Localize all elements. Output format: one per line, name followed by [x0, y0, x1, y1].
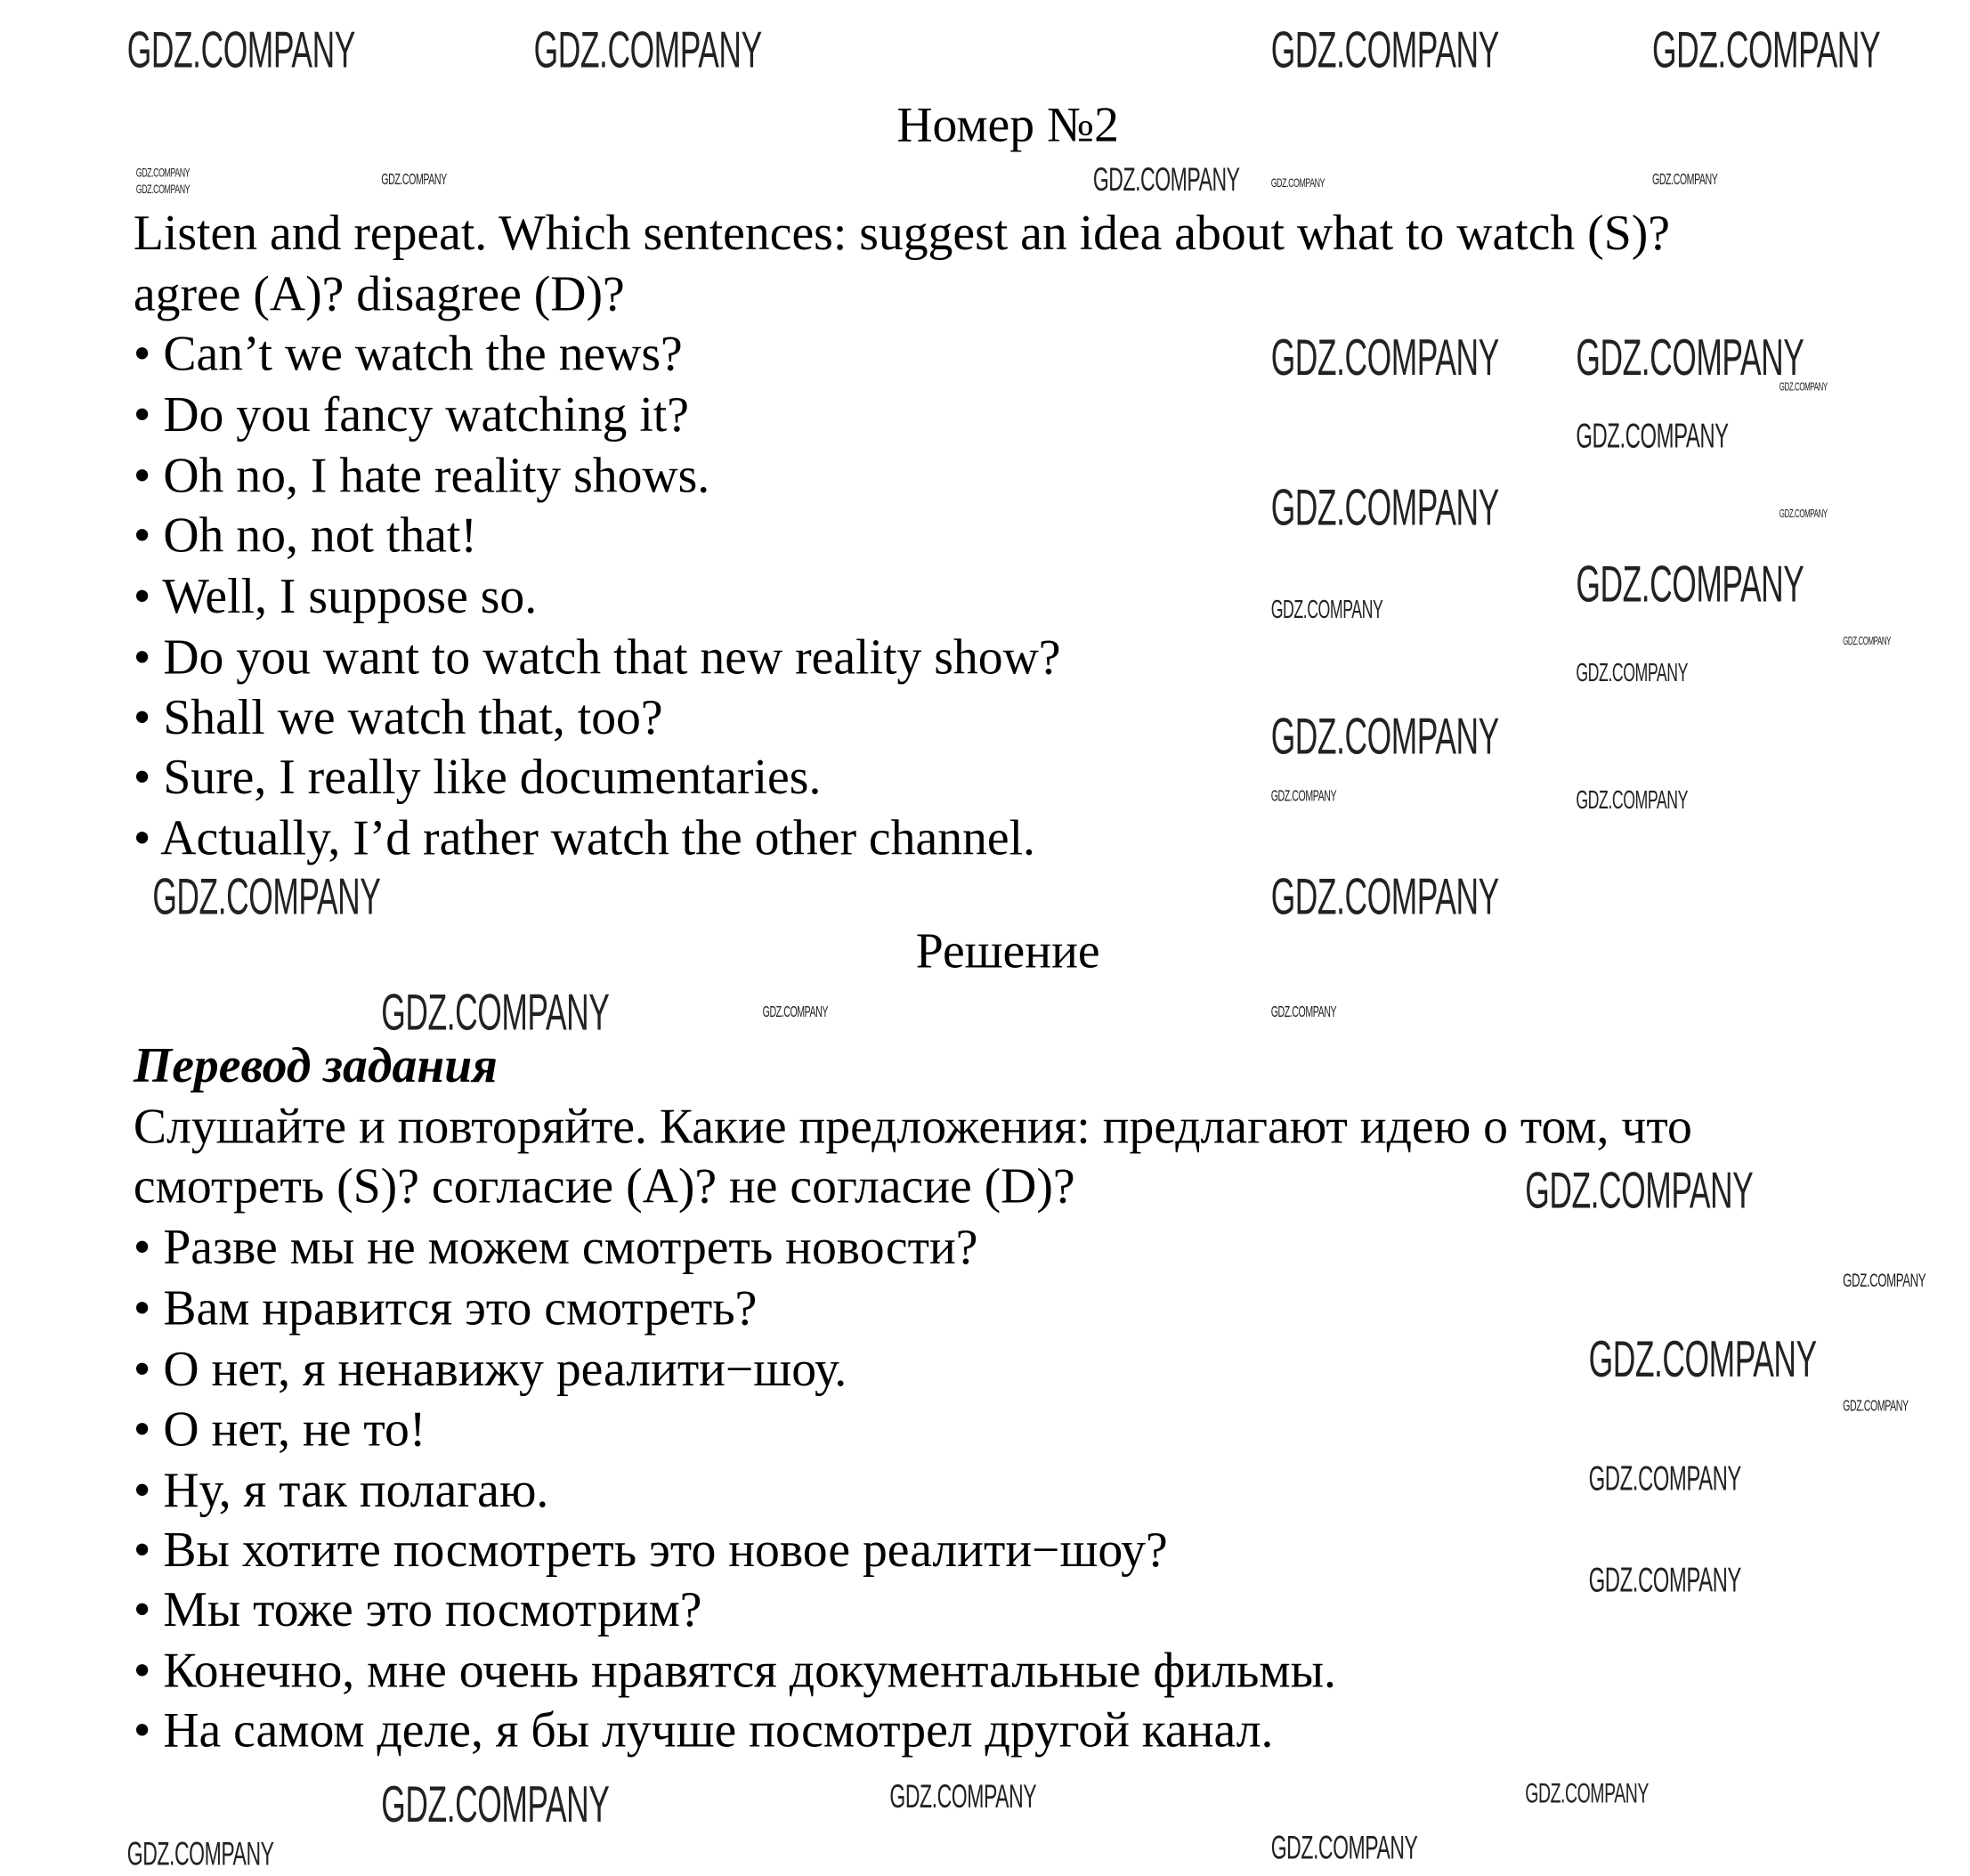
watermark: GDZ.COMPANY — [381, 985, 610, 1042]
watermark: GDZ.COMPANY — [1652, 170, 1718, 189]
watermark: GDZ.COMPANY — [1843, 634, 1892, 647]
watermark: GDZ.COMPANY — [1270, 709, 1499, 766]
watermark: GDZ.COMPANY — [1576, 330, 1804, 387]
watermark: GDZ.COMPANY — [1270, 786, 1337, 805]
watermark: GDZ.COMPANY — [1843, 1270, 1926, 1292]
task-text-line-1: Listen and repeat. Which sentences: suggest an idea about what to watch (S)? — [133, 206, 1670, 261]
watermark: GDZ.COMPANY — [1576, 786, 1688, 816]
watermark: GDZ.COMPANY — [1270, 480, 1499, 537]
watermark: GDZ.COMPANY — [126, 1834, 274, 1873]
watermark: GDZ.COMPANY — [381, 170, 447, 189]
page-title: Номер №2 — [896, 97, 1120, 153]
watermark: GDZ.COMPANY — [1270, 22, 1499, 79]
translation-text-line-2: смотреть (S)? согласие (A)? не согласие (D)? — [133, 1159, 1075, 1214]
translation-list-item: • О нет, я ненавижу реалити−шоу. — [133, 1342, 847, 1398]
translation-list-item: • Вам нравится это смотреть? — [133, 1281, 758, 1336]
translation-list-item: • Вы хотите посмотреть это новое реалити−шоу? — [133, 1523, 1168, 1578]
solution-heading: Решение — [915, 923, 1100, 979]
watermark: GDZ.COMPANY — [1652, 22, 1881, 79]
watermark: GDZ.COMPANY — [135, 183, 191, 198]
watermark: GDZ.COMPANY — [126, 22, 355, 79]
watermark: GDZ.COMPANY — [1525, 1163, 1754, 1220]
task-list-item: • Do you want to watch that new reality show? — [133, 630, 1061, 686]
watermark: GDZ.COMPANY — [1270, 596, 1383, 625]
watermark: GDZ.COMPANY — [381, 1776, 610, 1833]
translation-list-item: • Разве мы не можем смотреть новости? — [133, 1220, 978, 1275]
task-list-item: • Sure, I really like documentaries. — [133, 750, 822, 805]
watermark: GDZ.COMPANY — [1843, 1397, 1909, 1416]
task-list-item: • Shall we watch that, too? — [133, 690, 663, 745]
watermark: GDZ.COMPANY — [1270, 1828, 1418, 1866]
watermark: GDZ.COMPANY — [1270, 869, 1499, 926]
translation-list-item: • На самом деле, я бы лучше посмотрел другой канал. — [133, 1703, 1274, 1758]
watermark: GDZ.COMPANY — [1270, 330, 1499, 387]
translation-list-item: • Конечно, мне очень нравятся документальные фильмы. — [133, 1644, 1336, 1699]
watermark: GDZ.COMPANY — [1576, 659, 1688, 688]
task-list-item: • Well, I suppose so. — [133, 569, 538, 625]
watermark: GDZ.COMPANY — [1576, 417, 1729, 456]
watermark: GDZ.COMPANY — [1576, 556, 1804, 613]
translation-text-line-1: Слушайте и повторяйте. Какие предложения: предлагают идею о том, что — [133, 1099, 1692, 1155]
watermark: GDZ.COMPANY — [533, 22, 762, 79]
watermark: GDZ.COMPANY — [1779, 507, 1828, 520]
watermark: GDZ.COMPANY — [762, 1003, 829, 1021]
translation-list-item: • О нет, не то! — [133, 1401, 426, 1458]
translation-list-item: • Ну, я так полагаю. — [133, 1463, 549, 1518]
watermark: GDZ.COMPANY — [889, 1776, 1037, 1815]
task-text-line-2: agree (A)? disagree (D)? — [133, 266, 625, 322]
task-list-item: • Oh no, not that! — [133, 508, 477, 564]
watermark: GDZ.COMPANY — [135, 166, 191, 181]
watermark: GDZ.COMPANY — [152, 869, 381, 926]
task-list-item: • Can’t we watch the news? — [133, 326, 683, 382]
translation-heading: Перевод задания — [133, 1038, 498, 1093]
watermark: GDZ.COMPANY — [1525, 1776, 1649, 1809]
task-list-item: • Oh no, I hate reality shows. — [133, 448, 710, 504]
watermark: GDZ.COMPANY — [1092, 159, 1240, 199]
watermark: GDZ.COMPANY — [1588, 1458, 1741, 1498]
watermark: GDZ.COMPANY — [1588, 1561, 1741, 1600]
watermark: GDZ.COMPANY — [1270, 176, 1325, 191]
watermark: GDZ.COMPANY — [1588, 1332, 1817, 1389]
task-list-item: • Actually, I’d rather watch the other channel. — [133, 810, 1035, 866]
translation-list-item: • Мы тоже это посмотрим? — [133, 1582, 702, 1637]
watermark: GDZ.COMPANY — [1270, 1003, 1337, 1021]
task-list-item: • Do you fancy watching it? — [133, 387, 689, 443]
watermark: GDZ.COMPANY — [1779, 379, 1828, 394]
